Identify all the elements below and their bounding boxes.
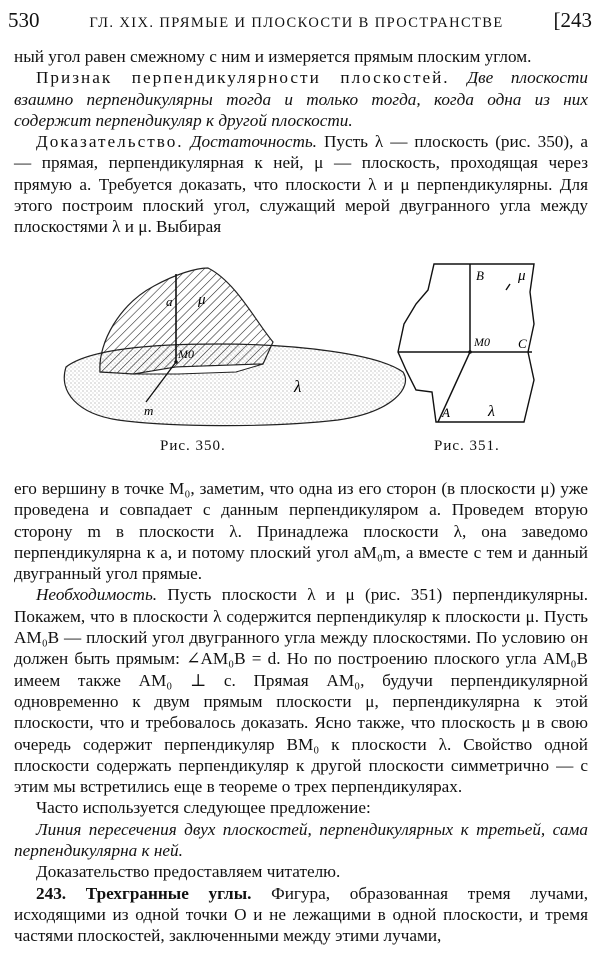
criterion-title: Признак перпендикулярности плоскостей. xyxy=(36,68,450,88)
proposition-statement: Линия пересечения двух плоскостей, перпендикулярных к третьей, сама перпендикулярна к ней. xyxy=(14,819,588,861)
section-243-heading: 243. Трехгранные углы. xyxy=(36,883,252,903)
necessity-label: Необходимость. xyxy=(36,585,158,605)
label-b: B xyxy=(476,268,484,283)
sufficiency-label: Достаточность. xyxy=(190,132,317,152)
necessity-paragraph xyxy=(14,584,588,797)
section-243-text: Фигура, образованная тремя лучами, исходящими из одной точки O и не лежащими в одной плоскости, и тремя частями плоскостей, заключенными между этими лучами, xyxy=(14,883,588,946)
criterion-statement: Две плоскости взаимно перпендикулярны тогда и только тогда, когда одна из них содержит перпендикуляр к другой плоскости. xyxy=(14,68,588,130)
figure-351 xyxy=(392,262,542,430)
point-m0 xyxy=(468,350,472,354)
proof-text: Пусть λ — плоскость (рис. 350), a — прямая, перпендикулярная к ней, μ — плоскость, проходящая через прямую a. Требуется доказать, что плоскости λ и μ перпендикулярны. Для этого построим плоский угол, служащий мерой двугранного угла между плоскостями λ и μ. Выбирая xyxy=(14,132,589,237)
label-c: C xyxy=(518,336,527,351)
proof-left-to-reader: Доказательство предоставляем читателю. xyxy=(36,862,341,882)
text-block-top xyxy=(14,46,588,238)
running-title: ГЛ. XIX. ПРЯМЫЕ И ПЛОСКОСТИ В ПРОСТРАНСТВЕ xyxy=(89,15,504,31)
label-a-point: A xyxy=(442,405,450,420)
plane-outline xyxy=(398,264,534,422)
caption-350: Рис. 350. xyxy=(160,438,226,454)
proof-continued: его вершину в точке M₀, заметим, что одна из его сторон (в плоскости μ) уже проведена и совпадает с данным перпендикуляром a. Проведем вторую сторону m в плоскости λ. Принадлежа плоскости λ, она заведомо перпендикулярна к a, и потому плоский угол aM₀m, а вместе с тем и данный двугранный угол прямые. xyxy=(14,479,588,584)
page-number: 530 xyxy=(8,8,40,32)
label-lambda: λ xyxy=(488,403,495,420)
label-m0: M0 xyxy=(178,347,194,361)
label-mu: μ xyxy=(198,292,206,308)
criterion-paragraph xyxy=(14,67,588,131)
caption-351: Рис. 351. xyxy=(434,438,500,454)
section-243-paragraph xyxy=(14,883,588,947)
section-marker: [243 xyxy=(553,8,592,32)
page-header xyxy=(8,8,592,36)
figure-350 xyxy=(58,262,418,442)
continued-paragraph: ный угол равен смежному с ним и измеряется прямым плоским углом. xyxy=(14,47,532,66)
necessity-text: Пусть плоскости λ и μ (рис. 351) перпендикулярны. Покажем, что в плоскости λ содержится перпендикуляр к плоскости μ. Пусть AM₀B — плоский угол двугранного угла между плоскостями. По условию он должен быть прямым: ∠AM₀B = d. Но по построению плоского угла AM₀B имеем также AM₀ ⊥ c. Прямая AM₀, будучи перпендикулярной одновременно к двум прямым плоскости μ, перпендикулярна к этой плоскости, что и требовалось доказать. Ясно также, что плоскость μ в свою очередь содержит перпендикуляр BM₀ к плоскости λ. Свойство одной плоскости содержать перпендикуляр к другой плоскости симметрично — с этим мы встретились еще в теореме о трех перпендикулярах. xyxy=(14,585,589,797)
proposition-intro: Часто используется следующее предложение: xyxy=(36,798,371,818)
label-a: a xyxy=(166,294,173,309)
proof-paragraph xyxy=(14,131,588,237)
label-m: m xyxy=(144,403,154,418)
proof-label: Доказательство. xyxy=(36,132,184,152)
label-lambda: λ xyxy=(294,377,302,396)
text-block-bottom xyxy=(14,478,588,947)
label-mu: μ xyxy=(518,268,526,284)
label-m0: M0 xyxy=(474,335,490,349)
